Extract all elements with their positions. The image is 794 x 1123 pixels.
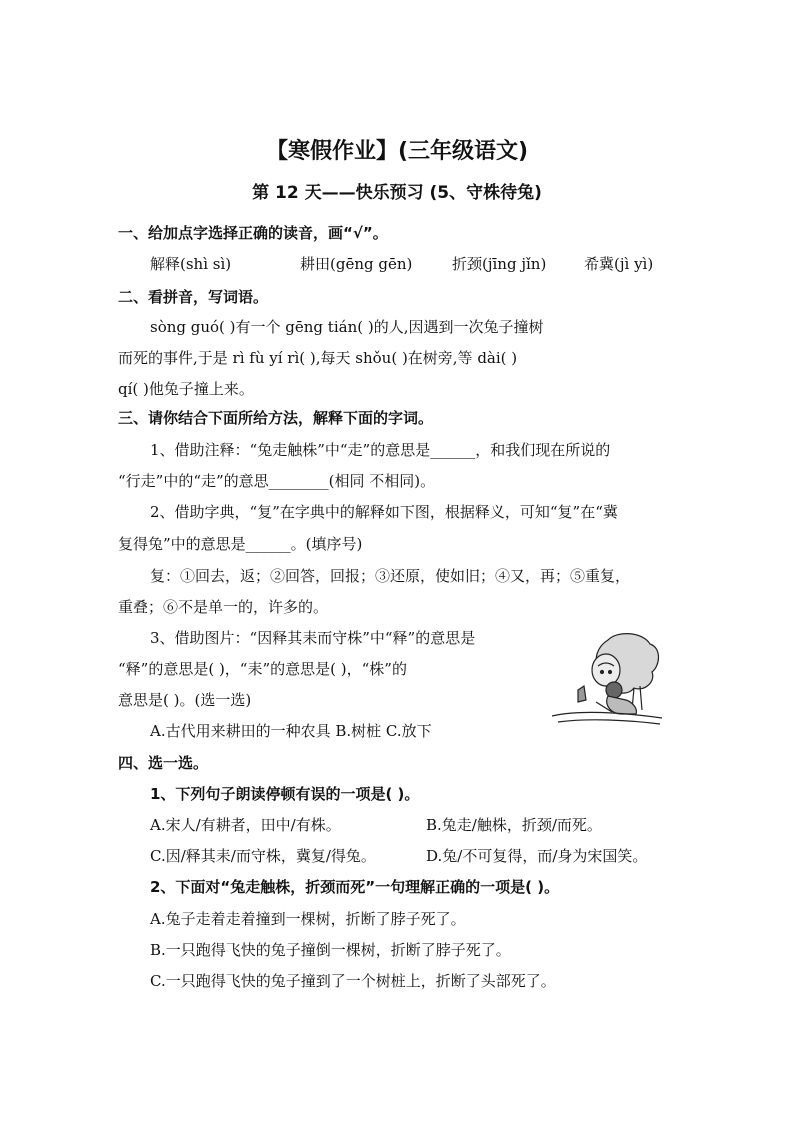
- section1-heading: 一、给加点字选择正确的读音，画“√”。: [118, 224, 388, 242]
- choice-option: A.兔子走着走着撞到一棵树，折断了脖子死了。: [150, 910, 466, 928]
- farmer-waiting-illustration: [548, 630, 664, 726]
- text-line: 2、借助字典，“复”在字典中的解释如下图，根据释义，可知“复”在“冀: [150, 503, 618, 521]
- pinyin-option: 折颈(jīng jǐn): [452, 255, 547, 273]
- section3-heading: 三、请你结合下面所给方法，解释下面的字词。: [118, 409, 434, 427]
- choice-option: D.兔/不可复得，而/身为宋国笑。: [426, 847, 648, 865]
- choice-option: B.一只跑得飞快的兔子撞倒一棵树，折断了脖子死了。: [150, 941, 511, 959]
- pinyin-line: sòng guó( )有一个 gēng tián( )的人,因遇到一次兔子撞树: [150, 318, 544, 336]
- pinyin-line: 而死的事件,于是 rì fù yí rì( ),每天 shǒu( )在树旁,等 dài( ): [118, 349, 518, 367]
- pinyin-line: qí( )他兔子撞上来。: [118, 380, 254, 398]
- section2-heading: 二、看拼音，写词语。: [118, 288, 269, 306]
- question-stem: 2、下面对“兔走触株，折颈而死”一句理解正确的一项是( )。: [150, 878, 560, 896]
- pinyin-option: 解释(shì sì): [150, 255, 232, 273]
- text-line: 复得兔”中的意思是______。(填序号): [118, 535, 363, 553]
- section4-heading: 四、选一选。: [118, 754, 209, 772]
- text-line: 意思是( )。(选一选): [118, 691, 252, 709]
- choice-option: C.一只跑得飞快的兔子撞到了一个树桩上，折断了头部死了。: [150, 972, 556, 990]
- text-line: “释”的意思是( )，“耒”的意思是( )，“株”的: [118, 660, 407, 678]
- text-line: 3、借助图片：“因释其耒而守株”中“释”的意思是: [150, 629, 476, 647]
- choice-option: A.宋人/有耕者，田中/有株。: [150, 816, 341, 834]
- choice-option: C.因/释其耒/而守株，冀复/得兔。: [150, 847, 376, 865]
- pinyin-option: 希冀(jì yì): [584, 255, 654, 273]
- question-stem: 1、下列句子朗读停顿有误的一项是( )。: [150, 785, 420, 803]
- choice-option: B.兔走/触株，折颈/而死。: [426, 816, 602, 834]
- text-line: 复：①回去，返；②回答，回报；③还原，使如旧；④又，再；⑤重复，: [150, 567, 631, 585]
- text-line: 重叠；⑥不是单一的，许多的。: [118, 598, 329, 616]
- page-subtitle: 第 12 天——快乐预习 (5、守株待兔): [252, 183, 542, 203]
- text-line: A.古代用来耕田的一种农具 B.树桩 C.放下: [150, 722, 432, 740]
- text-line: “行走”中的“走”的意思________(相同 不相同)。: [118, 472, 436, 490]
- page-title: 【寒假作业】(三年级语文): [265, 139, 529, 164]
- text-line: 1、借助注释：“兔走触株”中“走”的意思是______，和我们现在所说的: [150, 441, 611, 459]
- pinyin-option: 耕田(gēng gēn): [300, 255, 413, 273]
